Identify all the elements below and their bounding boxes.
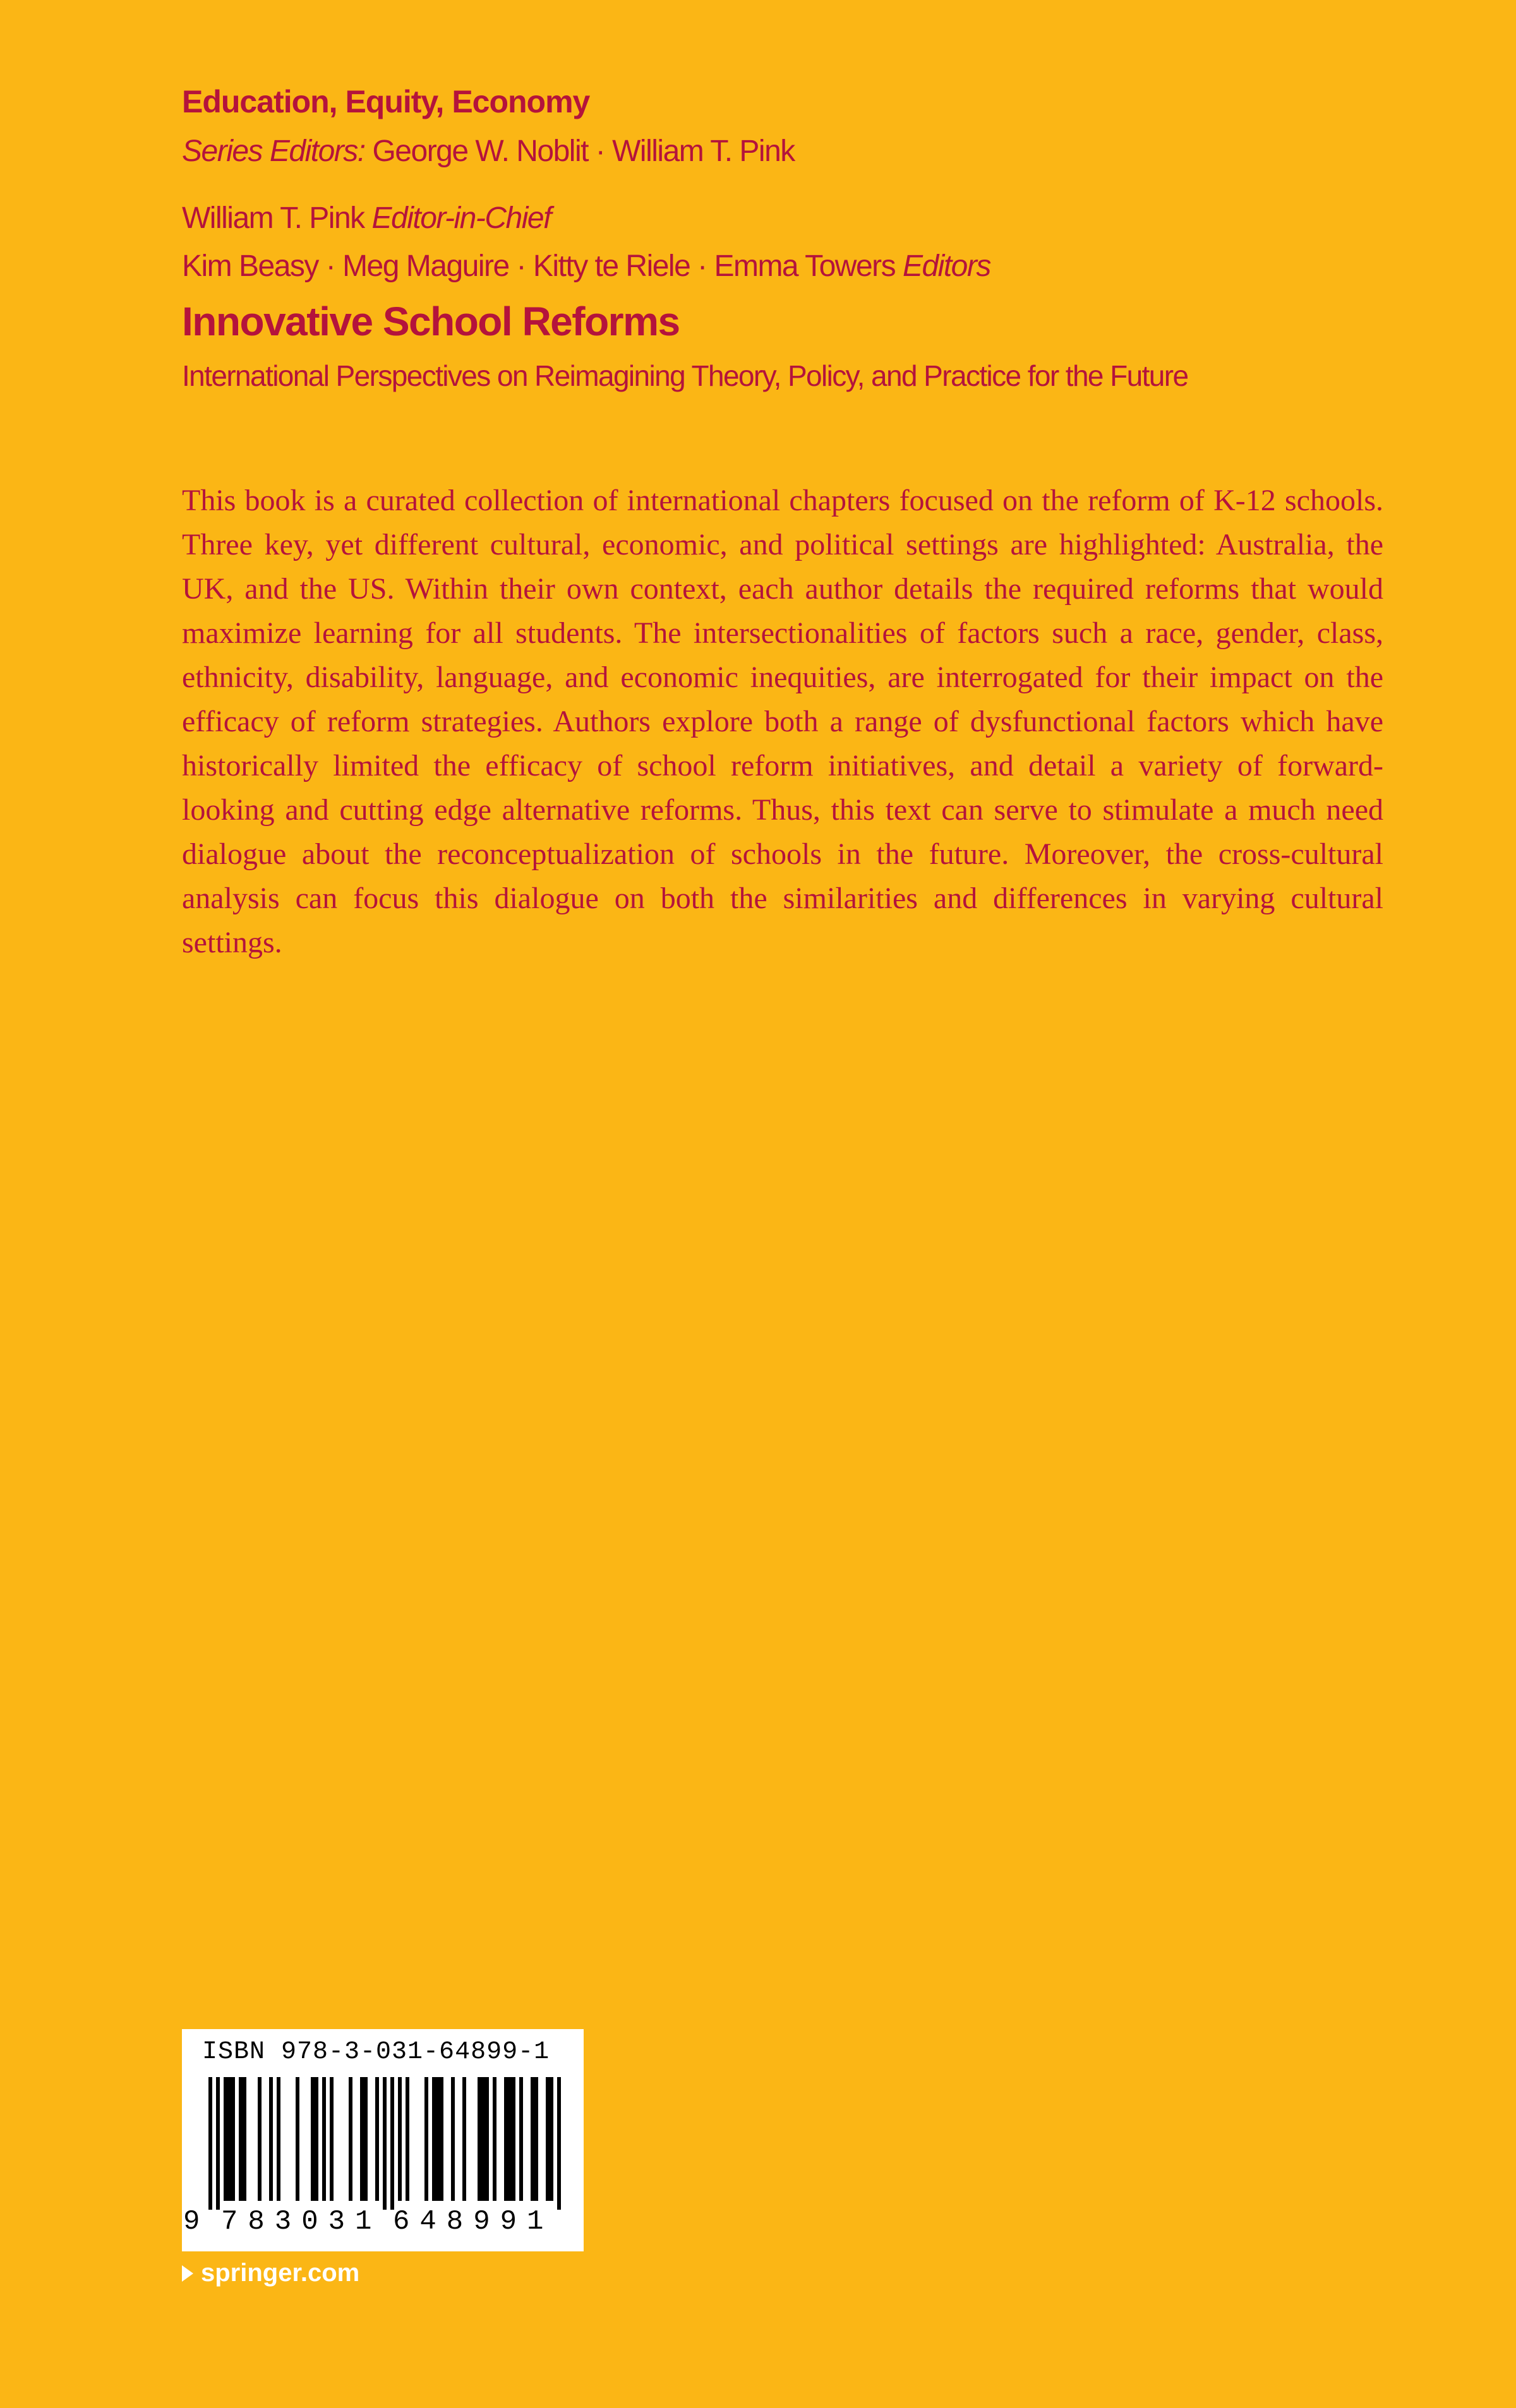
barcode-bar xyxy=(512,2077,515,2201)
isbn-barcode xyxy=(182,2029,584,2251)
barcode-bar xyxy=(481,2077,485,2201)
ean-right-digits: 648991 xyxy=(393,2206,554,2237)
volume-editors-names: Kim Beasy · Meg Maguire · Kitty te Riele · Emma Towers xyxy=(182,249,896,283)
barcode-bar xyxy=(364,2077,368,2201)
barcode-bar xyxy=(519,2077,523,2201)
volume-editors xyxy=(182,249,990,284)
barcode-bar xyxy=(277,2077,280,2201)
volume-editors-role: Editors xyxy=(902,249,990,283)
barcode-bar xyxy=(224,2077,227,2201)
barcode-bar xyxy=(440,2077,443,2201)
barcode-bar xyxy=(436,2077,440,2201)
publisher-link[interactable] xyxy=(182,2259,359,2287)
editor-in-chief xyxy=(182,201,551,236)
barcode-bar xyxy=(508,2077,512,2201)
barcode-bar xyxy=(375,2077,379,2201)
barcode-bar xyxy=(311,2077,315,2201)
barcode-bar xyxy=(243,2077,246,2201)
barcode-bar xyxy=(360,2077,364,2201)
barcode-bar xyxy=(550,2077,553,2201)
barcode-bars xyxy=(201,2077,565,2210)
barcode-bar xyxy=(398,2077,402,2201)
barcode-bar xyxy=(557,2077,561,2210)
barcode-bar xyxy=(296,2077,299,2201)
barcode-bar xyxy=(269,2077,273,2201)
barcode-bar xyxy=(531,2077,534,2201)
editor-in-chief-name: William T. Pink xyxy=(182,201,364,235)
barcode-bar xyxy=(227,2077,231,2201)
barcode-bar xyxy=(546,2077,550,2201)
barcode-bar xyxy=(349,2077,352,2201)
arrow-right-icon xyxy=(182,2265,193,2282)
editor-in-chief-role: Editor-in-Chief xyxy=(371,201,551,235)
series-editors-names: George W. Noblit · William T. Pink xyxy=(372,135,795,168)
barcode-bar xyxy=(504,2077,508,2201)
barcode-bar xyxy=(485,2077,489,2201)
barcode-bar xyxy=(451,2077,455,2201)
barcode-bar xyxy=(239,2077,243,2201)
barcode-bar xyxy=(322,2077,326,2201)
book-title: Innovative School Reforms xyxy=(182,299,680,344)
barcode-bar xyxy=(383,2077,387,2210)
barcode-bar xyxy=(493,2077,496,2201)
book-description: This book is a curated collection of international chapters focused on the reform of K-12 schools. Three key, yet different cultural, economic, and political settings are highlighted: Australia, the UK, and the US. Within their own context, each author details the required reforms that would maximize learning for all students. The intersectionalities of factors such a race, gender, class, ethnicity, disability, language, and economic inequities, are interrogated for their impact on the efficacy of reform strategies. Authors explore both a range of dysfunctional factors which have historically limited the efficacy of school reform initiatives, and detail a variety of forward-looking and cutting edge alternative reforms. Thus, this text can serve to stimulate a much need dialogue about the reconceptualization of schools in the future. Moreover, the cross-cultural analysis can focus this dialogue on both the similarities and differences in varying cultural settings. xyxy=(182,484,1383,959)
barcode-bar xyxy=(534,2077,538,2201)
barcode-bar xyxy=(231,2077,235,2201)
barcode-bar xyxy=(216,2077,220,2210)
barcode-bar xyxy=(330,2077,334,2201)
ean-left-digits: 783031 xyxy=(221,2206,382,2237)
barcode-bar xyxy=(478,2077,481,2201)
barcode-bar xyxy=(315,2077,318,2201)
barcode-bar xyxy=(462,2077,466,2201)
series-editors-label: Series Editors: xyxy=(182,135,365,168)
series-editors xyxy=(182,134,795,169)
barcode-bar xyxy=(424,2077,428,2201)
book-subtitle: International Perspectives on Reimagining Theory, Policy, and Practice for the Future xyxy=(182,359,1188,392)
isbn-label: ISBN 978-3-031-64899-1 xyxy=(202,2038,550,2066)
barcode-bar xyxy=(258,2077,262,2201)
series-title: Education, Equity, Economy xyxy=(182,84,590,119)
barcode-bar xyxy=(208,2077,212,2210)
barcode-bar xyxy=(406,2077,409,2201)
publisher-link-text: springer.com xyxy=(201,2259,360,2287)
barcode-bar xyxy=(390,2077,394,2210)
ean-first-digit: 9 xyxy=(183,2206,200,2237)
barcode-bar xyxy=(432,2077,436,2201)
